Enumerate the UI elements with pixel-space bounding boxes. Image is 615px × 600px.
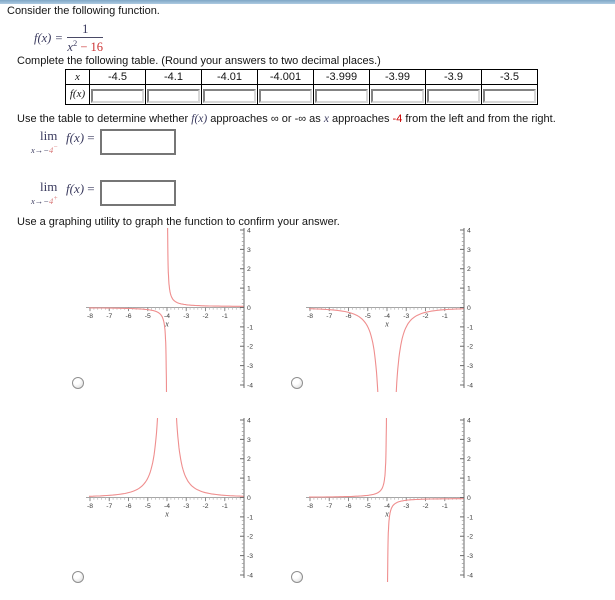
function-formula: [34, 23, 103, 54]
y-tick-label: -4: [247, 572, 254, 580]
y-tick-label: -3: [467, 363, 474, 371]
fx-row-header: f(x): [66, 85, 90, 105]
determine-part1: Use the table to determine whether: [17, 113, 192, 125]
determine-text: [17, 113, 556, 125]
graph-option-c-radio[interactable]: [72, 571, 84, 583]
graph-option-c-plot: [66, 418, 266, 582]
y-tick-label: 0: [247, 494, 251, 502]
fx-cell: [370, 85, 426, 105]
y-tick-label: 2: [467, 266, 471, 274]
curve-branch: [309, 418, 387, 497]
y-tick-label: 3: [467, 436, 471, 444]
x-value-cell: -4.5: [90, 70, 146, 85]
y-tick-label: 2: [247, 266, 251, 274]
limit-right-word: lim: [40, 179, 58, 194]
fx-cell: [258, 85, 314, 105]
determine-x: x: [323, 113, 329, 125]
y-tick-label: -1: [467, 324, 474, 332]
determine-target-value: -4: [392, 113, 403, 125]
x-tick-label: -2: [202, 313, 209, 320]
y-tick-label: 1: [467, 475, 471, 483]
y-tick-label: 2: [467, 456, 471, 464]
fx-input-3[interactable]: [203, 89, 256, 103]
y-tick-label: -4: [247, 382, 254, 390]
x-tick-label: -1: [441, 313, 448, 320]
x-axis-title: x: [385, 319, 389, 329]
y-tick-label: 2: [247, 456, 251, 464]
x-tick-label: -1: [221, 313, 228, 320]
curve-branch: [306, 309, 378, 392]
y-tick-label: 3: [247, 246, 251, 254]
x-tick-label: -5: [144, 503, 151, 510]
limit-right-subscript: [31, 194, 58, 206]
determine-fx: f(x): [191, 113, 208, 125]
graph-option-d-plot: [286, 418, 486, 582]
table-instruction: Complete the following table. (Round your answers to two decimal places.): [17, 55, 381, 67]
x-tick-label: -3: [183, 313, 190, 320]
graph-option-b-radio[interactable]: [291, 377, 303, 389]
x-tick-label: -2: [422, 313, 429, 320]
limit-left-sub-value: 4−: [49, 143, 58, 155]
curve-branch: [168, 228, 244, 306]
y-tick-label: 4: [247, 418, 251, 425]
x-tick-label: -4: [383, 503, 391, 510]
x-tick-label: -4: [383, 313, 391, 320]
x-tick-label: -7: [106, 313, 113, 320]
x-values-row: [66, 70, 538, 85]
limit-right-expression: f(x) =: [66, 181, 95, 196]
curve-branch: [86, 308, 167, 392]
fx-cell: [202, 85, 258, 105]
limit-right-sub-sign: +: [53, 194, 58, 202]
formula-fx: f(x): [34, 31, 52, 46]
fx-cell: [482, 85, 538, 105]
graph-option-b-plot: [286, 228, 486, 392]
graph-option-a-plot: [66, 228, 266, 392]
denominator-constant: − 16: [77, 40, 104, 55]
x-value-cell: -3.5: [482, 70, 538, 85]
x-value-cell: -4.01: [202, 70, 258, 85]
limit-left-sub-prefix: x→−: [31, 144, 50, 155]
fx-input-8[interactable]: [483, 89, 536, 103]
x-value-cell: -3.9: [426, 70, 482, 85]
graph-instruction: Use a graphing utility to graph the function to confirm your answer.: [17, 216, 340, 228]
limit-left-subscript: [31, 143, 58, 155]
fraction-numerator: 1: [67, 23, 103, 38]
limit-right-sub-value: 4+: [49, 194, 58, 206]
x-tick-label: -6: [345, 313, 352, 320]
x-row-header: x: [66, 70, 90, 85]
top-border-bar: [0, 0, 615, 4]
y-tick-label: -2: [247, 533, 254, 541]
values-table: [65, 69, 538, 105]
y-tick-label: -3: [467, 553, 474, 561]
x-tick-label: -6: [345, 503, 352, 510]
y-tick-label: -4: [467, 572, 474, 580]
y-tick-label: -2: [247, 343, 254, 351]
intro-text: Consider the following function.: [7, 5, 160, 17]
x-axis-title: x: [385, 509, 389, 519]
y-tick-label: 1: [247, 475, 251, 483]
y-tick-label: -1: [247, 324, 254, 332]
fx-input-5[interactable]: [315, 89, 368, 103]
x-tick-label: -4: [163, 313, 171, 320]
y-tick-label: 4: [247, 228, 251, 235]
curve-branch: [176, 418, 244, 496]
x-tick-label: -1: [441, 503, 448, 510]
x-axis-title: x: [165, 319, 169, 329]
fx-input-2[interactable]: [147, 89, 200, 103]
x-tick-label: -3: [403, 313, 410, 320]
x-value-cell: -4.001: [258, 70, 314, 85]
y-tick-label: 1: [467, 285, 471, 293]
fx-values-row: [66, 85, 538, 105]
curve-branch: [89, 418, 158, 496]
y-tick-label: 0: [467, 304, 471, 312]
y-tick-label: 0: [467, 494, 471, 502]
x-tick-label: -5: [364, 503, 371, 510]
y-tick-label: 4: [467, 418, 471, 425]
fx-input-6[interactable]: [371, 89, 424, 103]
fraction: [67, 23, 103, 54]
y-tick-label: -1: [247, 514, 254, 522]
denominator-exponent: 2: [72, 38, 78, 49]
fx-input-4[interactable]: [259, 89, 312, 103]
x-tick-label: -8: [86, 313, 94, 320]
x-tick-label: -6: [125, 313, 132, 320]
limit-left-sub-sign: −: [53, 143, 58, 151]
y-tick-label: -3: [247, 363, 254, 371]
x-tick-label: -5: [144, 313, 151, 320]
determine-part2: approaches ∞ or -∞ as: [207, 113, 324, 125]
x-value-cell: -3.999: [314, 70, 370, 85]
limit-right-answer-input[interactable]: [100, 180, 176, 206]
fx-input-7[interactable]: [427, 89, 480, 103]
limit-left-word: lim: [40, 128, 58, 143]
x-tick-label: -3: [183, 503, 190, 510]
x-tick-label: -5: [364, 313, 371, 320]
x-value-cell: -4.1: [146, 70, 202, 85]
fx-input-1[interactable]: [91, 89, 144, 103]
graph-option-d-radio[interactable]: [291, 571, 303, 583]
y-tick-label: -2: [467, 343, 474, 351]
x-axis-title: x: [165, 509, 169, 519]
x-tick-label: -2: [202, 503, 209, 510]
y-tick-label: -1: [467, 514, 474, 522]
x-tick-label: -8: [86, 503, 94, 510]
y-tick-label: -3: [247, 553, 254, 561]
x-tick-label: -1: [221, 503, 228, 510]
y-tick-label: -4: [467, 382, 474, 390]
x-tick-label: -7: [326, 313, 333, 320]
fx-cell: [426, 85, 482, 105]
limit-left-answer-input[interactable]: [100, 129, 176, 155]
curve-branch: [388, 499, 464, 582]
limit-left-expression: f(x) =: [66, 130, 95, 145]
x-tick-label: -6: [125, 503, 132, 510]
y-tick-label: 0: [247, 304, 251, 312]
graph-option-a-radio[interactable]: [72, 377, 84, 389]
x-tick-label: -2: [422, 503, 429, 510]
x-tick-label: -8: [306, 313, 314, 320]
x-value-cell: -3.99: [370, 70, 426, 85]
fx-cell: [146, 85, 202, 105]
y-tick-label: -2: [467, 533, 474, 541]
fraction-denominator: [67, 38, 103, 54]
formula-equals: =: [55, 31, 63, 46]
x-tick-label: -3: [403, 503, 410, 510]
determine-part4: from the left and from the right.: [402, 113, 556, 125]
y-tick-label: 1: [247, 285, 251, 293]
fx-cell: [90, 85, 146, 105]
y-tick-label: 3: [467, 246, 471, 254]
x-tick-label: -7: [106, 503, 113, 510]
x-tick-label: -4: [163, 503, 171, 510]
limit-right-sub-prefix: x→−: [31, 195, 50, 206]
fx-cell: [314, 85, 370, 105]
denominator-variable: x: [67, 40, 73, 55]
determine-part3: approaches: [328, 113, 393, 125]
curve-branch: [396, 309, 464, 392]
y-tick-label: 4: [467, 228, 471, 235]
x-tick-label: -7: [326, 503, 333, 510]
x-tick-label: -8: [306, 503, 314, 510]
y-tick-label: 3: [247, 436, 251, 444]
